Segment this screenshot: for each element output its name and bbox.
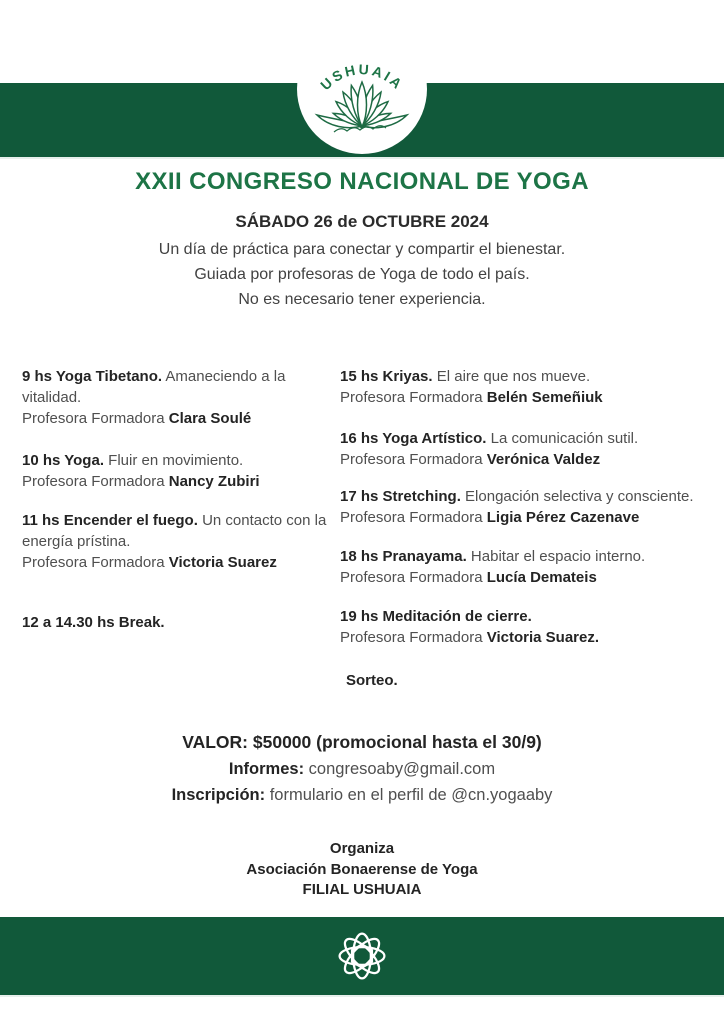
price-line: VALOR: $50000 (promocional hasta el 30/9) [182,732,542,752]
item-description: La comunicación sutil. [490,430,639,447]
item-description: Elongación selectiva y consciente. [465,488,694,505]
teacher-name: Victoria Suarez. [486,629,600,646]
item-heading: 18 hs Pranayama. [340,548,467,565]
logo-circle [297,24,427,154]
item-description: El aire que nos mueve. [436,368,591,385]
schedule-column-right [340,366,722,691]
logo-graphic [297,24,427,154]
intro-line: Guiada por profesoras de Yoga de todo el país. [194,266,530,283]
info-email: congresoaby@gmail.com [308,760,496,778]
info-label: Informes: [228,760,305,778]
schedule-column-left [22,366,330,633]
item-heading: 9 hs Yoga Tibetano. [22,368,163,385]
intro-line: Un día de práctica para conectar y compartir el bienestar. [158,241,566,258]
teacher-prefix: Profesora Formadora [22,473,165,490]
teacher-prefix: Profesora Formadora [340,629,483,646]
item-description: Amaneciendo a la vitalidad. [22,368,286,406]
logo-arched-text: USHUAIA [317,61,407,94]
item-heading: 19 hs Meditación de cierre. [340,608,532,625]
schedule-item [340,606,722,648]
item-heading: 10 hs Yoga. [22,452,104,469]
geometric-rosette-icon [334,928,390,984]
teacher-name: Belén Semeñiuk [486,389,603,406]
teacher-name: Lucía Demateis [486,569,597,586]
item-heading: 17 hs Stretching. [340,488,461,505]
item-heading: 11 hs Encender el fuego. [22,512,198,529]
item-heading: 15 hs Kriyas. [340,368,433,385]
schedule-item [22,366,330,429]
schedule-item [340,428,722,470]
schedule-item [340,366,722,408]
schedule-item [22,510,330,573]
teacher-name: Ligia Pérez Cazenave [486,509,640,526]
registration-value: formulario en el perfil de @cn.yogaaby [269,786,553,804]
footer-band [0,917,724,997]
teacher-prefix: Profesora Formadora [340,389,483,406]
organizer-name: Asociación Bonaerense de Yoga [246,860,478,878]
page-title: XXII CONGRESO NACIONAL DE YOGA [135,168,589,195]
organizer-block [0,839,724,901]
intro-text [0,237,724,312]
intro-line: No es necesario tener experiencia. [238,291,486,308]
item-description: Un contacto con la energía prístina. [22,512,327,550]
schedule-item [340,486,722,528]
schedule-item-raffle [340,670,722,691]
teacher-prefix: Profesora Formadora [340,451,483,468]
item-heading: Sorteo. [346,672,398,689]
item-heading: 12 a 14.30 hs Break. [22,614,165,631]
schedule-item [340,546,722,588]
organizer-branch: FILIAL USHUAIA [302,881,422,898]
teacher-name: Clara Soulé [168,410,252,427]
schedule-item-break [22,612,330,633]
item-heading: 16 hs Yoga Artístico. [340,430,487,447]
organizer-heading: Organiza [329,840,395,857]
teacher-prefix: Profesora Formadora [22,410,165,427]
teacher-name: Nancy Zubiri [168,473,260,490]
event-date: SÁBADO 26 de OCTUBRE 2024 [235,212,489,231]
teacher-prefix: Profesora Formadora [340,569,483,586]
teacher-name: Verónica Valdez [486,451,601,468]
pricing-block [0,729,724,808]
teacher-prefix: Profesora Formadora [22,554,165,571]
registration-label: Inscripción: [171,786,266,804]
teacher-prefix: Profesora Formadora [340,509,483,526]
item-description: Fluir en movimiento. [108,452,244,469]
teacher-name: Victoria Suarez [168,554,277,571]
schedule-item [22,450,330,492]
item-description: Habitar el espacio interno. [470,548,646,565]
